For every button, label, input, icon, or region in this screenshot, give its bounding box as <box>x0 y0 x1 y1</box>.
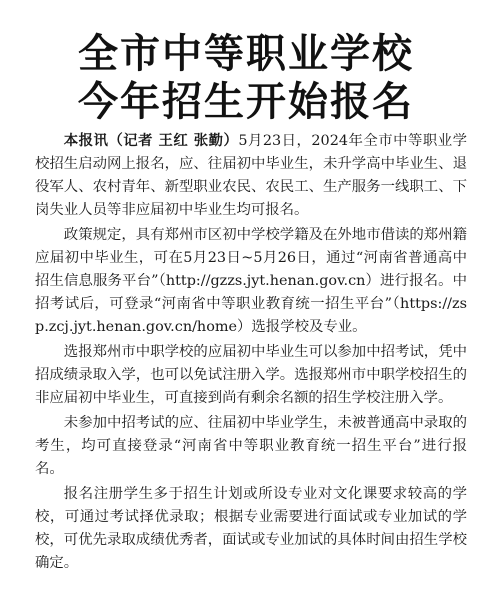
headline-line-1: 全市中等职业学校 <box>78 31 414 77</box>
paragraph-2: 政策规定，具有郑州市区初中学校学籍及在外地市借读的郑州籍应届初中毕业生，可在5月23日~5月26日，通过“河南省普通高中招生信息服务平台”（http://gzzs.jyt.henan.gov.cn）进行报名。中招考试后，可登录“河南省中等职业教育统一招生平台”（https://zsp.zcj.jyt.henan.gov.cn/home）选报学校及专业。 <box>35 227 467 335</box>
article-headline <box>0 30 492 126</box>
paragraph-4: 未参加中招考试的应、往届初中毕业学生，未被普通高中录取的考生，均可直接登录“河南省中等职业教育统一招生平台”进行报名。 <box>35 415 467 477</box>
byline-lead: 本报讯（记者 王红 张勤） <box>63 133 239 149</box>
paragraph-1-text: 5月23日，2024年全市中等职业学校招生启动网上报名，应、往届初中毕业生，未升学高中毕业生、退役军人、农村青年、新型职业农民、农民工、生产服务一线职工、下岗失业人员等非应届初中毕业生均可报名。 <box>35 133 467 218</box>
paragraph-5: 报名注册学生多于招生计划或所设专业对文化课要求较高的学校，可通过考试择优录取；根据专业需要进行面试或专业加试的学校，可优先录取成绩优秀者，面试或专业加试的具体时间由招生学校确定。 <box>35 486 467 571</box>
headline-line-2: 今年招生开始报名 <box>78 79 414 125</box>
paragraph-3: 选报郑州市中职学校的应届初中毕业生可以参加中招考试，凭中招成绩录取入学，也可以免试注册入学。选报郑州市中职学校招生的非应届初中毕业生，可直接到尚有剩余名额的招生学校注册入学。 <box>35 344 467 406</box>
article-body <box>35 130 467 577</box>
paragraph-1 <box>35 130 467 222</box>
